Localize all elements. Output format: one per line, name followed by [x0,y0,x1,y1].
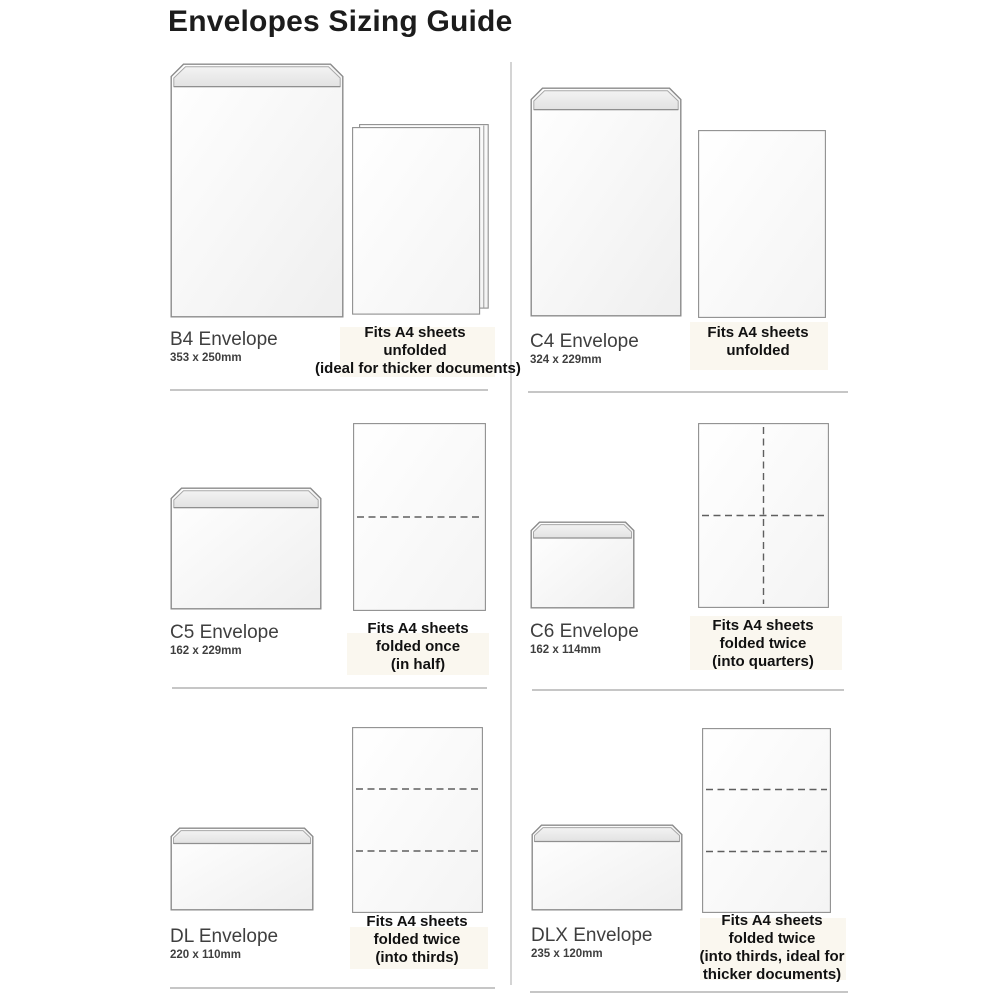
fit-description [328,620,508,674]
envelope-name: C5 Envelope [170,622,279,643]
fit-description [315,324,521,378]
a4-sheet-folded-quarters-icon [698,423,829,608]
fit-line: Fits A4 sheets [367,620,469,637]
fit-line: Fits A4 sheets [364,324,466,341]
envelope-landscape-icon [170,487,322,610]
fit-line: (into thirds, ideal for [699,948,845,965]
row-divider [170,987,495,989]
fit-line: (into thirds) [375,949,459,966]
fit-line: folded twice [728,930,816,947]
row-divider [170,389,488,391]
row-divider [528,391,848,393]
envelope-portrait-icon [170,63,344,318]
envelope-name: DL Envelope [170,926,279,947]
envelope-dimensions: 162 x 114mm [530,644,601,656]
fit-line: Fits A4 sheets [712,617,814,634]
envelope-dimensions: 220 x 110mm [170,949,241,961]
envelope-landscape-icon [530,521,635,609]
fit-description [682,912,862,984]
fit-description [668,324,848,360]
row-divider [532,689,844,691]
fit-line: folded twice [373,931,461,948]
fit-line: (ideal for thicker documents) [315,360,521,377]
row-divider [530,991,848,993]
envelope-name: B4 Envelope [170,329,278,350]
a4-sheet-folded-thirds-icon [352,727,483,913]
a4-sheet-folded-thirds-icon [702,728,831,913]
a4-sheet-folded-half-icon [353,423,486,611]
fit-line: unfolded [726,342,790,359]
envelope-dimensions: 162 x 229mm [170,645,242,657]
fit-description [327,913,507,967]
envelope-portrait-icon [530,87,682,317]
envelope-dimensions: 353 x 250mm [170,352,242,364]
fit-line: unfolded [383,342,447,359]
a4-sheet-unfolded-icon [698,130,826,318]
envelope-dimensions: 324 x 229mm [530,354,602,366]
page-title: Envelopes Sizing Guide [168,5,513,38]
envelope-landscape-icon [531,824,683,911]
fit-line: Fits A4 sheets [721,912,823,929]
envelope-name: DLX Envelope [531,925,653,946]
envelope-dimensions: 235 x 120mm [531,948,603,960]
fit-line: (into quarters) [712,653,814,670]
envelope-name: C6 Envelope [530,621,639,642]
fit-line: Fits A4 sheets [707,324,809,341]
vertical-divider [510,62,512,985]
fit-line: folded once [375,638,461,655]
fit-line: folded twice [719,635,807,652]
fit-line: thicker documents) [702,966,842,983]
row-divider [172,687,487,689]
fit-line: (in half) [390,656,446,673]
fit-description [673,617,853,671]
a4-sheet-stack-unfolded-icon [352,124,489,315]
envelope-landscape-icon [170,827,314,911]
fit-line: Fits A4 sheets [366,913,468,930]
envelope-name: C4 Envelope [530,331,639,352]
